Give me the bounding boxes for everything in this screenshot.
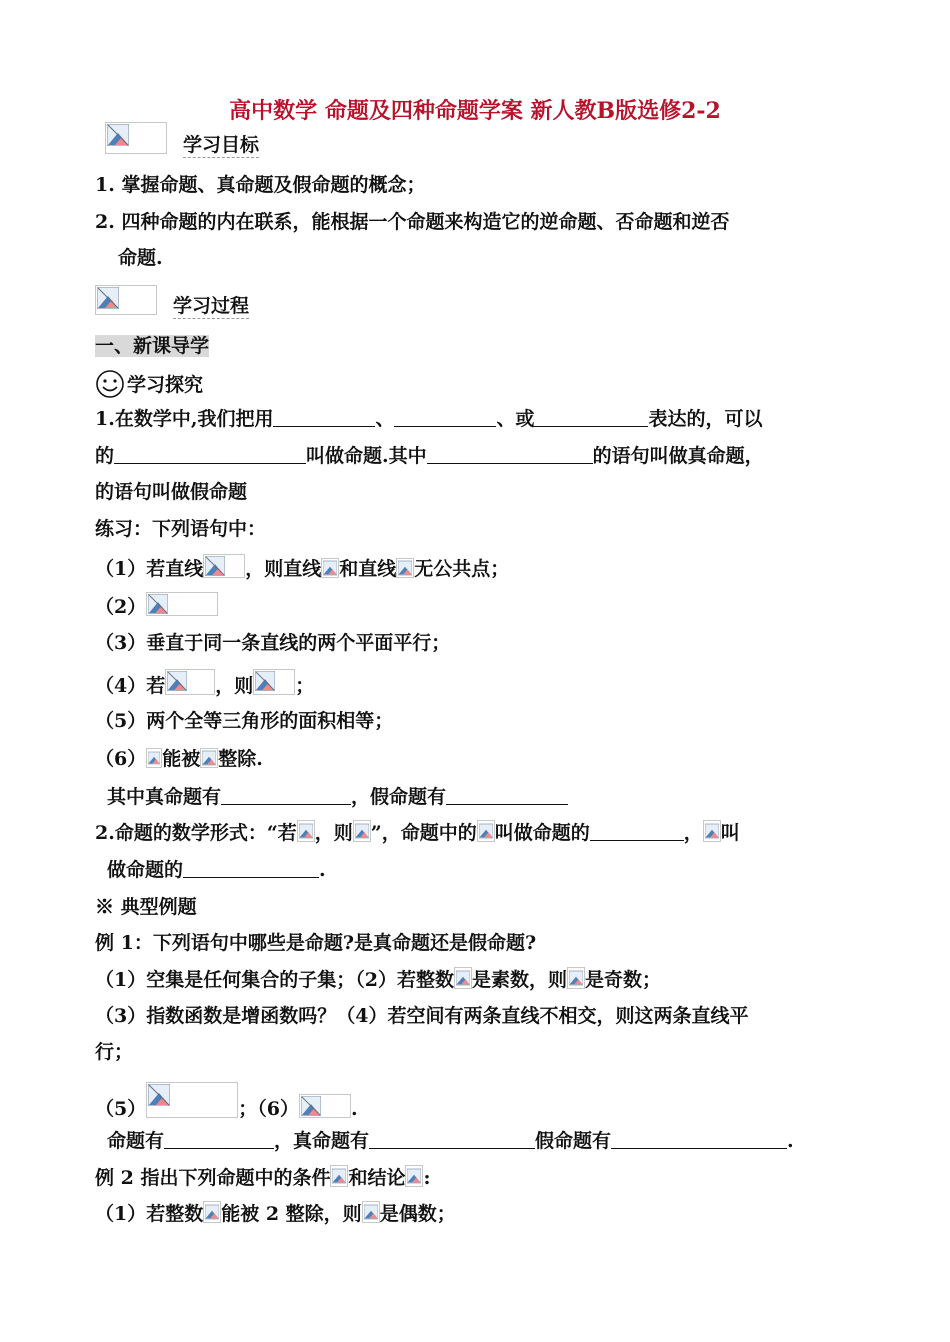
goal-1: 1. 掌握命题、真命题及假命题的概念； (95, 174, 426, 196)
formula-image-icon (146, 1082, 238, 1118)
q1-line1 (95, 406, 763, 432)
fill-blank[interactable] (114, 443, 306, 464)
example-1-items-a (95, 967, 661, 993)
practice-item-5: （5）两个全等三角形的面积相等； (95, 710, 394, 732)
q2-text: 叫 (720, 822, 740, 844)
practice-text: （2） (95, 596, 147, 618)
formula-image-icon (362, 1201, 380, 1223)
part-1-label: 一、新课导学 (95, 335, 210, 357)
example-1-answer (107, 1128, 794, 1154)
example-2-prompt (95, 1165, 430, 1191)
example-text: : (423, 1167, 431, 1189)
q1-text: 叫做命题.其中 (306, 445, 427, 467)
goals-heading: 学习目标 (183, 134, 260, 156)
process-heading: 学习过程 (173, 295, 250, 317)
formula-image-icon (253, 669, 295, 695)
q2-text: ，则 (314, 822, 353, 844)
document-title: 高中数学 命题及四种命题学案 新人教B版选修2-2 (229, 98, 721, 124)
q1-text: 表达的，可以 (648, 408, 763, 430)
example-2-item-1 (95, 1201, 456, 1227)
example-text: （5） (95, 1098, 147, 1120)
formula-image-icon (405, 1165, 423, 1187)
fill-blank[interactable] (183, 857, 319, 878)
practice-text: ； (295, 675, 315, 697)
fill-blank[interactable] (369, 1128, 535, 1149)
formula-image-icon (703, 820, 721, 842)
formula-image-icon (203, 1201, 221, 1223)
formula-image-icon (477, 820, 495, 842)
q2-line1 (95, 820, 740, 846)
example-1-items-c (95, 1082, 358, 1122)
fill-blank[interactable] (534, 406, 648, 427)
formula-image-icon (200, 748, 218, 768)
practice-item-4 (95, 669, 314, 699)
example-text: 和结论 (348, 1167, 406, 1189)
practice-item-6 (95, 746, 263, 772)
example-text: 是奇数； (584, 969, 661, 991)
formula-image-icon (165, 669, 215, 695)
practice-text: 和直线 (339, 558, 397, 580)
formula-image-icon (321, 558, 339, 578)
q1-text: 的语句叫做真命题， (592, 445, 764, 467)
practice-item-2 (95, 592, 218, 620)
formula-image-icon (353, 820, 371, 842)
example-text: （1）空集是任何集合的子集；（2）若整数 (95, 969, 454, 991)
example-1-items-b-cont: 行； (95, 1041, 134, 1063)
smiley-icon (95, 369, 125, 399)
goal-2-line1: 2. 四种命题的内在联系，能根据一个命题来构造它的逆命题、否命题和逆否 (95, 211, 730, 233)
example-text: ；（6） (238, 1098, 299, 1120)
practice-text: ，则直线 (245, 558, 322, 580)
practice-text: 无公共点； (414, 558, 510, 580)
q1-text: 、 (375, 408, 395, 430)
answer-text: 命题有 (107, 1130, 165, 1152)
formula-image-icon (330, 1165, 348, 1187)
formula-image-icon (299, 1094, 351, 1118)
example-text: 例 2 指出下列命题中的条件 (95, 1167, 331, 1189)
q2-text: ， (683, 822, 703, 844)
fill-blank[interactable] (164, 1128, 274, 1149)
fill-blank[interactable] (427, 443, 593, 464)
q2-line2 (107, 857, 326, 883)
goals-heading-row (105, 122, 259, 158)
q1-line2 (95, 443, 764, 469)
example-text: （1）若整数 (95, 1203, 204, 1225)
formula-image-icon (396, 558, 414, 578)
formula-image-icon (297, 820, 315, 842)
formula-image-icon (454, 967, 472, 989)
q1-text: 的 (95, 445, 115, 467)
fill-blank[interactable] (221, 784, 351, 805)
practice-text: ，则 (215, 675, 254, 697)
fill-blank[interactable] (273, 406, 375, 427)
answer-text: 其中真命题有 (107, 786, 222, 808)
fill-blank[interactable] (611, 1128, 787, 1149)
q1-text: 、或 (496, 408, 535, 430)
example-text: 是偶数； (379, 1203, 456, 1225)
typical-heading: ※ 典型例题 (95, 896, 197, 918)
q2-text: 做命题的 (107, 859, 184, 881)
formula-image-icon (146, 592, 218, 616)
q2-text: 2.命题的数学形式：“若 (95, 822, 297, 844)
q1-line3: 的语句叫做假命题 (95, 481, 248, 503)
q2-text: . (319, 859, 326, 881)
answer-text: . (787, 1130, 794, 1152)
practice-text: （6） (95, 748, 147, 770)
practice-text: 整除. (218, 748, 263, 770)
explore-label: 学习探究 (127, 374, 204, 396)
q2-text: 叫做命题的 (494, 822, 590, 844)
formula-image-icon (567, 967, 585, 989)
practice-item-3: （3）垂直于同一条直线的两个平面平行； (95, 632, 451, 654)
fill-blank[interactable] (446, 784, 568, 805)
answer-text: 假命题有 (535, 1130, 612, 1152)
goal-2-line2: 命题. (118, 247, 163, 269)
practice-text: 能被 (162, 748, 201, 770)
example-text: 能被 2 整除，则 (221, 1203, 362, 1225)
process-heading-row (95, 285, 249, 319)
practice-heading: 练习：下列语句中： (95, 518, 267, 540)
part-1-heading (95, 333, 209, 359)
answer-text: ，真命题有 (274, 1130, 370, 1152)
formula-image-icon (203, 554, 245, 578)
practice-answer (107, 784, 568, 810)
image-placeholder-icon (95, 285, 157, 315)
practice-text: （1）若直线 (95, 558, 204, 580)
practice-text: （4）若 (95, 675, 166, 697)
q1-text: 1.在数学中,我们把用 (95, 408, 274, 430)
image-placeholder-icon (105, 122, 167, 154)
example-text: . (350, 1098, 358, 1120)
fill-blank[interactable] (590, 820, 684, 841)
explore-heading (95, 369, 203, 399)
practice-item-1 (95, 554, 509, 582)
example-1-prompt: 例 1：下列语句中哪些是命题?是真命题还是假命题? (95, 932, 537, 954)
formula-image-icon (146, 748, 162, 768)
q2-text: ”，命题中的 (370, 822, 477, 844)
example-text: 是素数，则 (471, 969, 567, 991)
fill-blank[interactable] (394, 406, 496, 427)
example-1-items-b: （3）指数函数是增函数吗？（4）若空间有两条直线不相交，则这两条直线平 (95, 1005, 749, 1027)
answer-text: ，假命题有 (351, 786, 447, 808)
